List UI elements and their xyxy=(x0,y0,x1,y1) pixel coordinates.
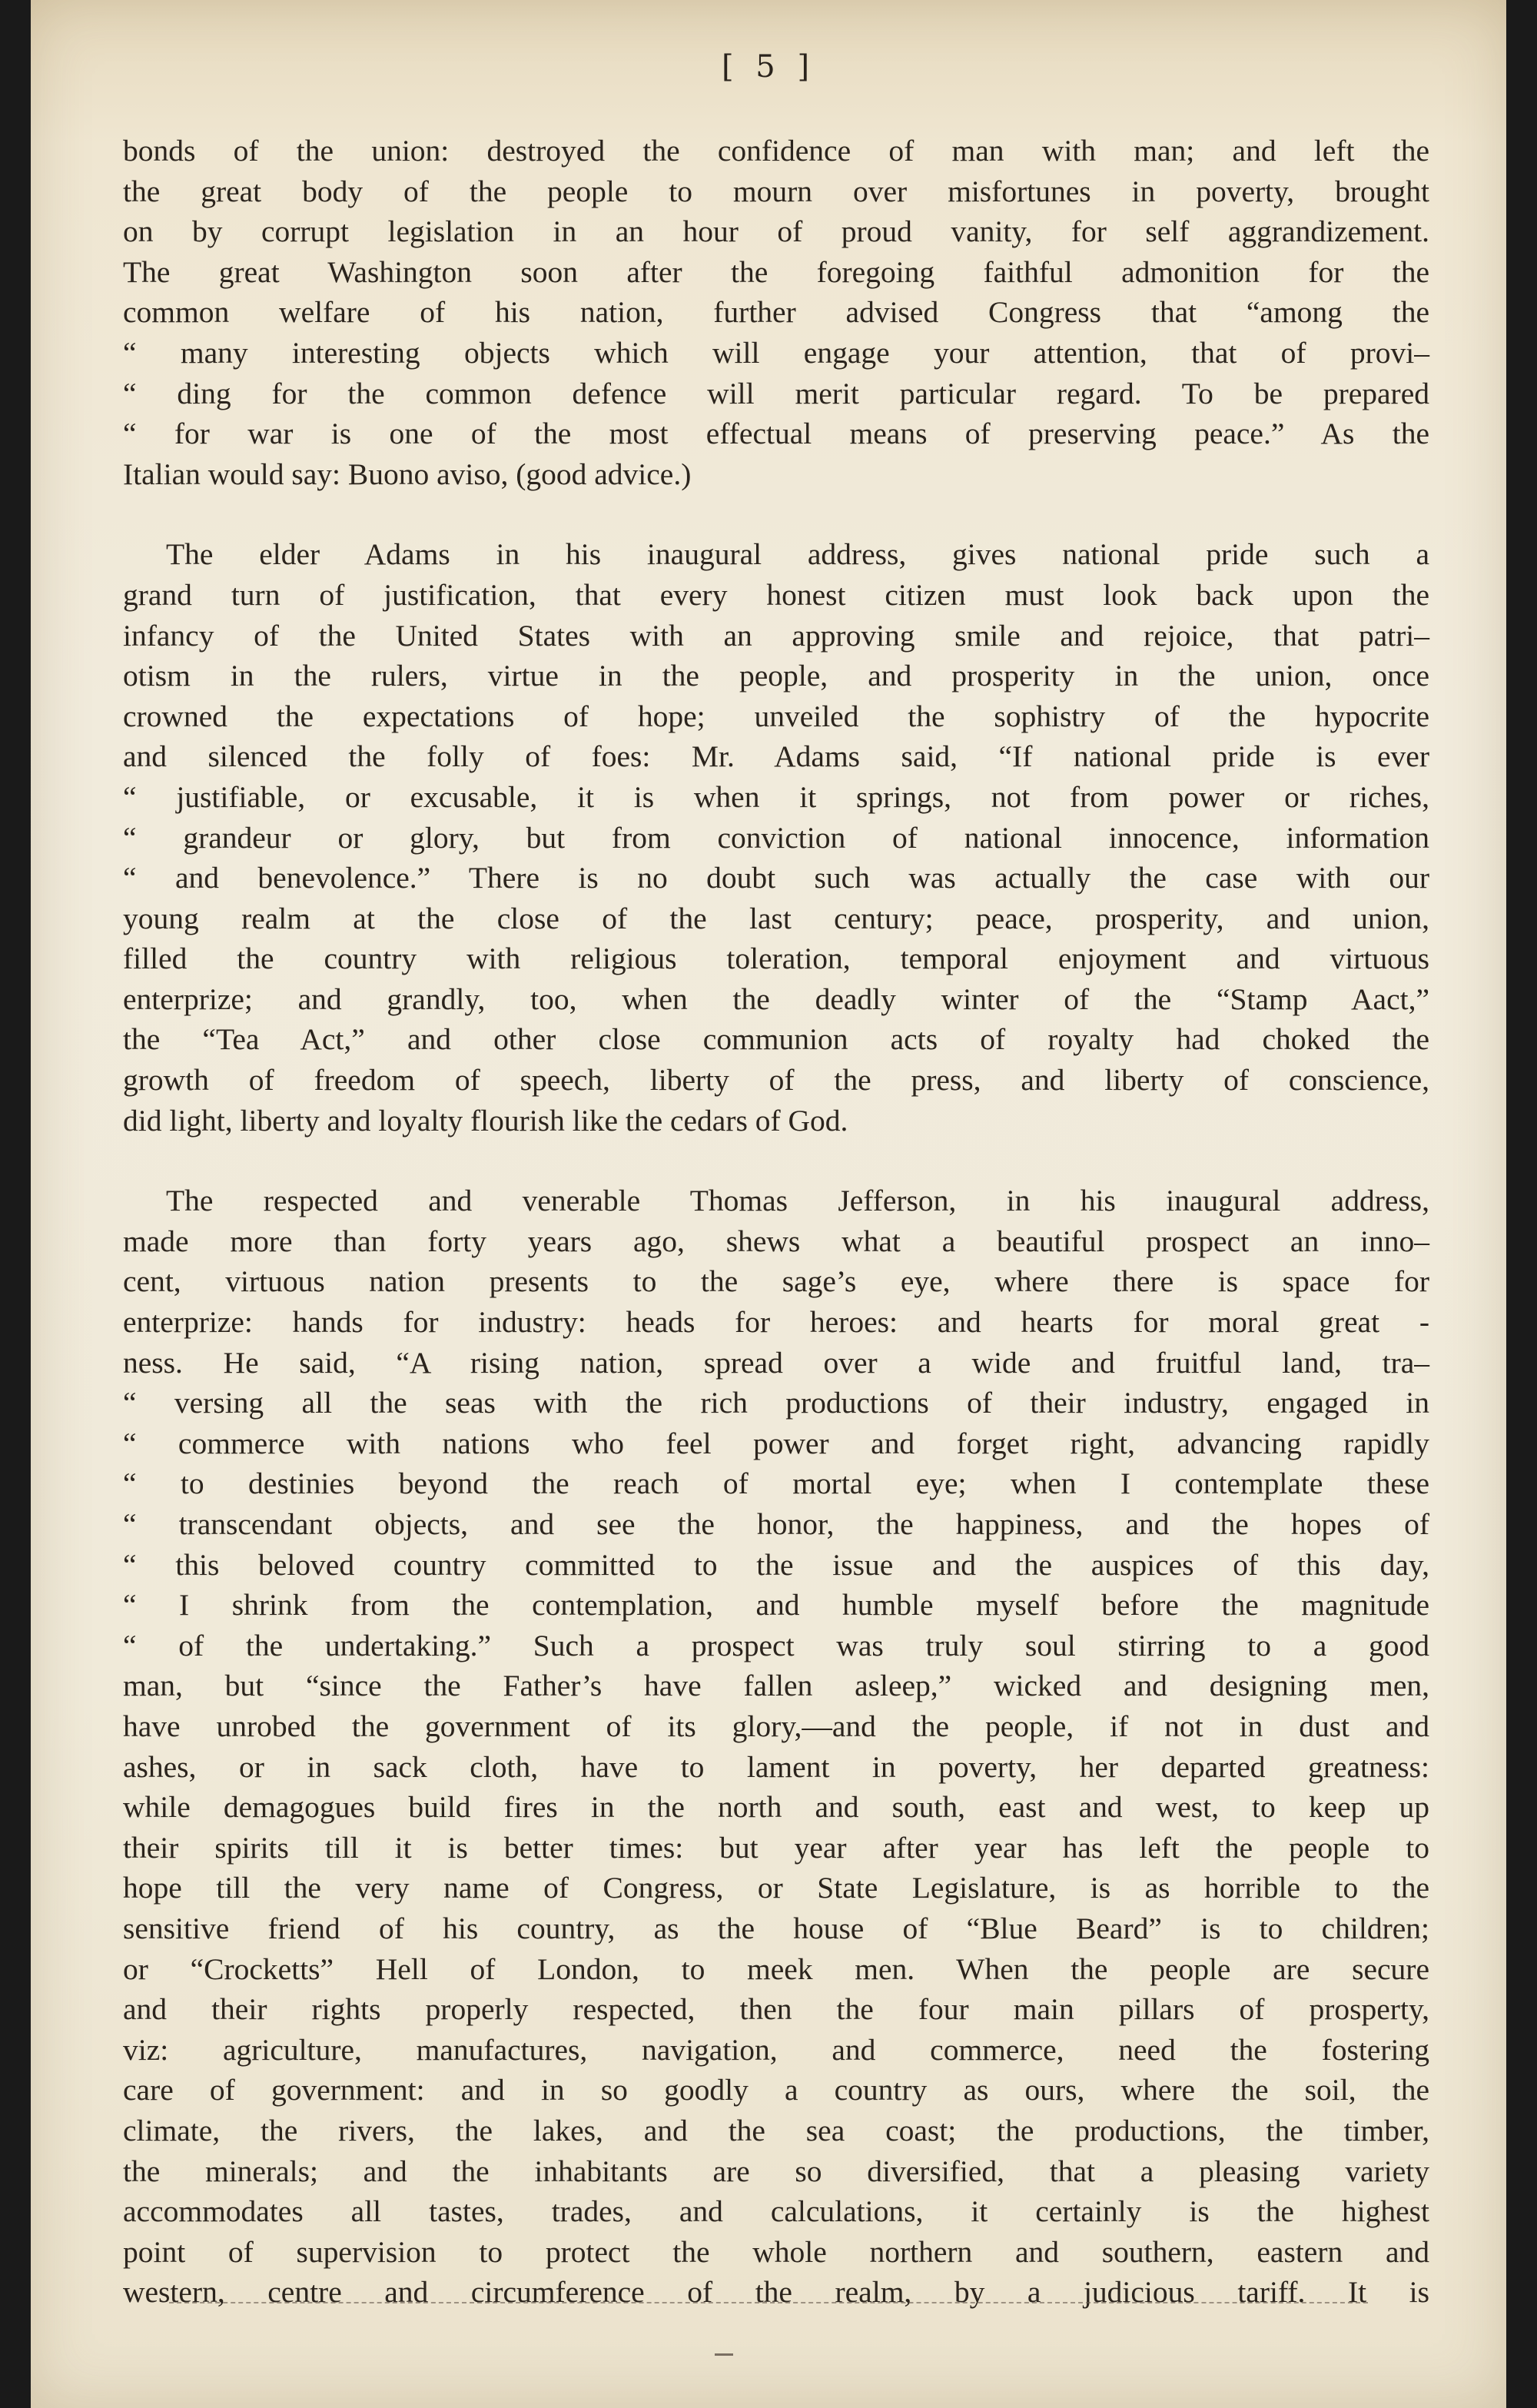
text-line: young realm at the close of the last century; peace, prosperity, and union, xyxy=(123,901,1429,935)
text-line: or “Crocketts” Hell of London, to meek men. When the people are secure xyxy=(123,1951,1429,1986)
text-line: sensitive friend of his country, as the house of “Blue Beard” is to children; xyxy=(123,1911,1429,1945)
page-number: [ 5 ] xyxy=(721,49,816,85)
text-line: enterprize: hands for industry: heads for heroes: and hearts for moral great - xyxy=(123,1305,1429,1340)
text-line: The respected and venerable Thomas Jefferson, in his inaugural address, xyxy=(166,1184,1429,1218)
text-line: crowned the expectations of hope; unveiled the sophistry of the hypocrite xyxy=(123,699,1429,733)
text-line: and silenced the folly of foes: Mr. Adams said, “If national pride is ever xyxy=(123,739,1429,774)
text-line: the “Tea Act,” and other close communion acts of royalty had choked the xyxy=(123,1022,1429,1057)
text-body xyxy=(123,131,1429,2313)
text-line: on by corrupt legislation in an hour of proud vanity, for self aggrandizement. xyxy=(123,214,1429,249)
text-line: did light, liberty and loyalty flourish like the cedars of God. xyxy=(123,1103,848,1138)
text-line: ness. He said, “A rising nation, spread over a wide and fruitful land, tra– xyxy=(123,1345,1429,1380)
text-line: “ I shrink from the contemplation, and humble myself before the magnitude xyxy=(123,1588,1429,1622)
text-line: “ grandeur or glory, but from conviction of national innocence, information xyxy=(123,820,1429,855)
text-line: made more than forty years ago, shews what a beautiful prospect an inno– xyxy=(123,1224,1429,1258)
text-line: “ ding for the common defence will merit particular regard. To be prepared xyxy=(123,376,1429,410)
text-line: accommodates all tastes, trades, and calculations, it certainly is the highest xyxy=(123,2194,1429,2229)
text-line: otism in the rulers, virtue in the people, and prosperity in the union, once xyxy=(123,659,1429,693)
text-line: enterprize; and grandly, too, when the deadly winter of the “Stamp Aact,” xyxy=(123,981,1429,1016)
text-line: point of supervision to protect the whole northern and southern, eastern and xyxy=(123,2234,1429,2269)
text-line: “ this beloved country committed to the issue and the auspices of this day, xyxy=(123,1547,1429,1582)
text-line: common welfare of his nation, further advised Congress that “among the xyxy=(123,295,1429,330)
text-line: climate, the rivers, the lakes, and the sea coast; the productions, the timber, xyxy=(123,2113,1429,2147)
text-line: hope till the very name of Congress, or State Legislature, is as horrible to the xyxy=(123,1871,1429,1905)
text-line: The great Washington soon after the foregoing faithful admonition for the xyxy=(123,254,1429,289)
text-line: care of government: and in so goodly a country as ours, where the soil, the xyxy=(123,2073,1429,2107)
document-page xyxy=(31,0,1506,2408)
text-line: grand turn of justification, that every honest citizen must look back upon the xyxy=(123,577,1429,612)
text-line: ashes, or in sack cloth, have to lament in poverty, her departed greatness: xyxy=(123,1749,1429,1784)
text-line: The elder Adams in his inaugural address, gives national pride such a xyxy=(166,537,1429,572)
paragraph-2 xyxy=(123,534,1429,1141)
text-line: Italian would say: Buono aviso, (good advice.) xyxy=(123,457,692,491)
text-line: and their rights properly respected, then the four main pillars of prosperty, xyxy=(123,1992,1429,2027)
text-line: bonds of the union: destroyed the confidence of man with man; and left the xyxy=(123,134,1429,168)
text-line: “ many interesting objects which will engage your attention, that of provi– xyxy=(123,335,1429,370)
text-line: growth of freedom of speech, liberty of the press, and liberty of conscience, xyxy=(123,1063,1429,1098)
paragraph-1 xyxy=(123,131,1429,494)
bottom-divider xyxy=(169,2302,1368,2303)
text-line: infancy of the United States with an approving smile and rejoice, that patri– xyxy=(123,618,1429,653)
text-line: their spirits till it is better times: but year after year has left the people to xyxy=(123,1830,1429,1865)
text-line: “ of the undertaking.” Such a prospect was truly soul stirring to a good xyxy=(123,1628,1429,1662)
text-line: while demagogues build fires in the north and south, east and west, to keep up xyxy=(123,1790,1429,1825)
text-line: “ justifiable, or excusable, it is when it springs, not from power or riches, xyxy=(123,779,1429,814)
text-line: western, centre and circumference of the realm, by a judicious tariff. It is xyxy=(123,2275,1429,2310)
text-line: have unrobed the government of its glory,—and the people, if not in dust and xyxy=(123,1709,1429,1743)
text-line: the great body of the people to mourn over misfortunes in poverty, brought xyxy=(123,174,1429,208)
text-line: “ for war is one of the most effectual means of preserving peace.” As the xyxy=(123,417,1429,451)
text-line: cent, virtuous nation presents to the sage’s eye, where there is space for xyxy=(123,1264,1429,1299)
text-line: “ versing all the seas with the rich productions of their industry, engaged in xyxy=(123,1386,1429,1420)
text-line: “ and benevolence.” There is no doubt such was actually the case with our xyxy=(123,861,1429,895)
text-line: viz: agriculture, manufactures, navigation, and commerce, need the fostering xyxy=(123,2032,1429,2067)
text-line: “ commerce with nations who feel power and forget right, advancing rapidly xyxy=(123,1426,1429,1460)
text-line: filled the country with religious toleration, temporal enjoyment and virtuous xyxy=(123,942,1429,976)
text-line: “ to destinies beyond the reach of mortal eye; when I contemplate these xyxy=(123,1466,1429,1501)
text-line: the minerals; and the inhabitants are so diversified, that a pleasing variety xyxy=(123,2154,1429,2188)
text-line: man, but “since the Father’s have fallen asleep,” wicked and designing men, xyxy=(123,1669,1429,1703)
paragraph-3 xyxy=(123,1181,1429,2313)
signature-mark xyxy=(715,2353,733,2356)
text-line: “ transcendant objects, and see the honor, the happiness, and the hopes of xyxy=(123,1507,1429,1541)
